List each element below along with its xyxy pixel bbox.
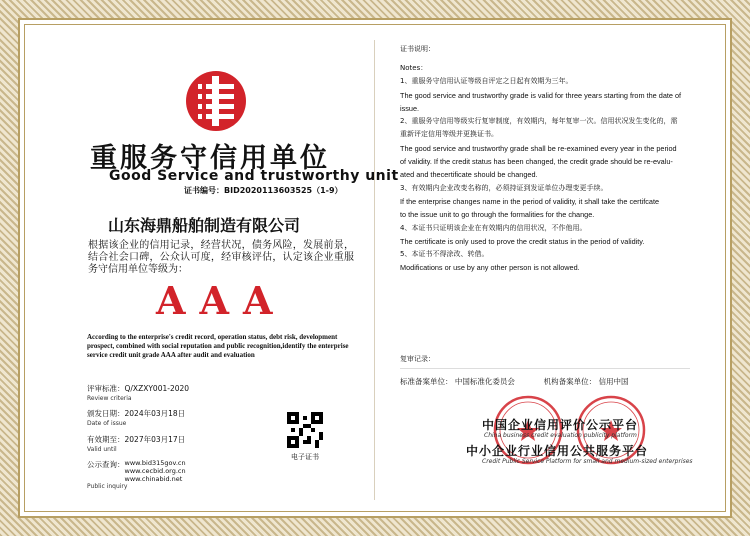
note-en: Modifications or use by any other person is not allowed.	[400, 263, 580, 273]
note-en: The certificate is only used to prove the credit status in the period of validity.	[400, 236, 645, 246]
note-en: to the issue unit to go through the formalities for the change.	[400, 210, 595, 220]
note-cn: 4、本证书只证明该企业在有效期内的信用状况，不作他用。	[400, 223, 587, 232]
notes-header: 证书说明：	[400, 45, 435, 53]
note-cn: 5、本证书不得涂改、转借。	[400, 250, 489, 259]
note-en: The good service and trustworthy grade is valid for three years starting from the date of	[400, 90, 682, 100]
note-en: ated and thecertificate should be changed.	[400, 170, 538, 180]
field-valid-until	[87, 427, 185, 453]
field-label-en: Review criteria	[87, 395, 132, 402]
field-label: 有效期至：	[87, 435, 125, 444]
certificate-logo-icon	[178, 68, 254, 134]
notes-title: Notes：	[400, 64, 428, 72]
public-inquiry	[87, 459, 186, 490]
issuing-org-2-en: Credit Public Service Platform for small and medium-sized enterprises	[482, 458, 693, 465]
note-en: of validity. If the credit status has been changed, the credit grade should be re-evalu-	[400, 157, 673, 167]
field-review-criteria	[87, 376, 189, 402]
note-cn: 2、重服务守信用等级实行复审制度，有效期内，每年复审一次。信用状况发生变化的，需	[400, 117, 678, 126]
field-value: 2027年03月17日	[124, 435, 186, 444]
note-en: The good service and trustworthy grade shall be re-examined every year in the period	[400, 143, 677, 153]
certificate-number-label: 证书编号：	[184, 186, 224, 195]
credit-grade: AAA	[156, 278, 287, 323]
center-divider	[374, 40, 375, 500]
field-value: 2024年03月18日	[124, 409, 186, 418]
certificate-number-value: BID2020113603525（1-9）	[224, 186, 343, 195]
certificate-title-en: Good Service and trustworthy unit	[109, 168, 399, 184]
review-record-label: 复审记录：	[400, 355, 435, 363]
note-cn: 重新评定信用等级并更换证书。	[400, 130, 498, 139]
company-name: 山东海鼎船舶制造有限公司	[108, 216, 301, 235]
issuing-org-1-en: China business credit evaluation publicity platform	[484, 432, 637, 439]
note-en: If the enterprise changes name in the period of validity, it shall take the certifcate	[400, 196, 660, 206]
field-value: Q/XZXY001-2020	[124, 384, 190, 393]
field-label-en: Date of issue	[87, 420, 127, 427]
agency-value: 信用中国	[598, 377, 629, 386]
agency-label: 机构备案单位：	[543, 377, 597, 386]
filing-units	[400, 376, 629, 387]
certificate-number	[184, 185, 343, 196]
note-en: issue.	[400, 103, 420, 113]
inquiry-site[interactable]: www.bid315gov.cn	[124, 459, 186, 467]
review-record-line	[400, 368, 690, 369]
inquiry-site[interactable]: www.chinabid.net	[124, 475, 183, 483]
description-cn: 根据该企业的信用记录，经营状况，债务风险，发展前景，结合社会口碑，公众认可度，经审核评估，认定该企业重服务守信用单位等级为：	[88, 240, 354, 275]
qr-label: 电子证书	[291, 453, 319, 461]
field-label: 评审标准：	[87, 384, 125, 393]
issuing-org-2: 中小企业行业信用公共服务平台	[466, 444, 649, 458]
issuing-org-1: 中国企业信用评价公示平台	[482, 418, 639, 432]
notes-list	[400, 62, 700, 275]
inquiry-label: 公示查询：	[87, 460, 125, 469]
field-label-en: Valid until	[87, 446, 117, 453]
inquiry-label-en: Public inquiry	[87, 483, 128, 490]
qr-code-icon[interactable]	[287, 412, 323, 448]
description-en: According to the enterprise's credit record, operation status, debt risk, development prospect, combined with social reputation and public recognition,identify the enterprise service credit unit grade AAA after audit and evaluation	[87, 333, 349, 359]
note-cn: 3、有效期内企业改变名称的，必须持证到发证单位办理变更手续。	[400, 183, 608, 192]
standard-unit-label: 标准备案单位：	[400, 377, 453, 386]
field-date-of-issue	[87, 401, 185, 427]
inquiry-site[interactable]: www.cecbid.org.cn	[124, 467, 186, 475]
note-cn: 1、重服务守信用认证等级自评定之日起有效期为三年。	[400, 77, 573, 86]
field-label: 颁发日期：	[87, 409, 125, 418]
certificate-title: 重服务守信用单位	[90, 143, 330, 174]
standard-unit-value: 中国标准化委员会	[454, 377, 515, 386]
